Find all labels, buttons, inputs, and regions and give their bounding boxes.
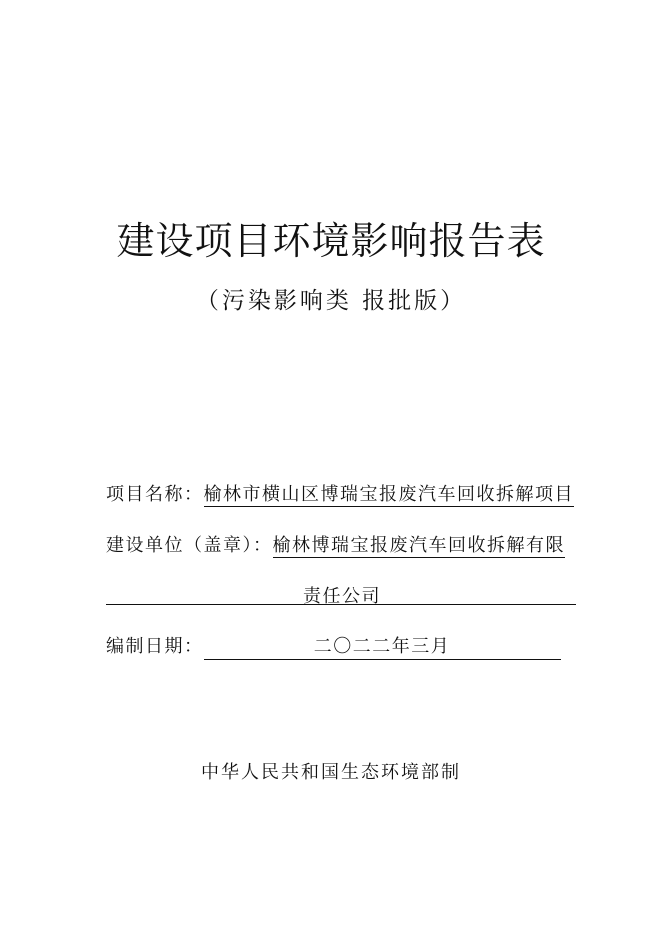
document-subtitle: （污染影响类 报批版） [195, 288, 467, 314]
construction-unit-continuation-row [106, 582, 578, 607]
project-name-row [106, 480, 578, 506]
compile-date-label: 编制日期： [106, 636, 204, 657]
project-name-label: 项目名称： [106, 484, 204, 505]
construction-unit-value-continued: 责任公司 [303, 586, 381, 607]
compile-date-row [106, 632, 568, 660]
construction-unit-underline [106, 604, 576, 605]
construction-unit-value: 榆林博瑞宝报废汽车回收拆解有限 [272, 535, 565, 556]
compile-date-value: 二〇二二年三月 [204, 632, 561, 660]
document-title: 建设项目环境影响报告表 [116, 219, 546, 263]
construction-unit-row [106, 531, 578, 557]
construction-unit-label: 建设单位（盖章）： [106, 535, 273, 556]
project-name-value: 榆林市横山区博瑞宝报废汽车回收拆解项目 [203, 484, 574, 505]
issuing-authority: 中华人民共和国生态环境部制 [201, 762, 461, 783]
